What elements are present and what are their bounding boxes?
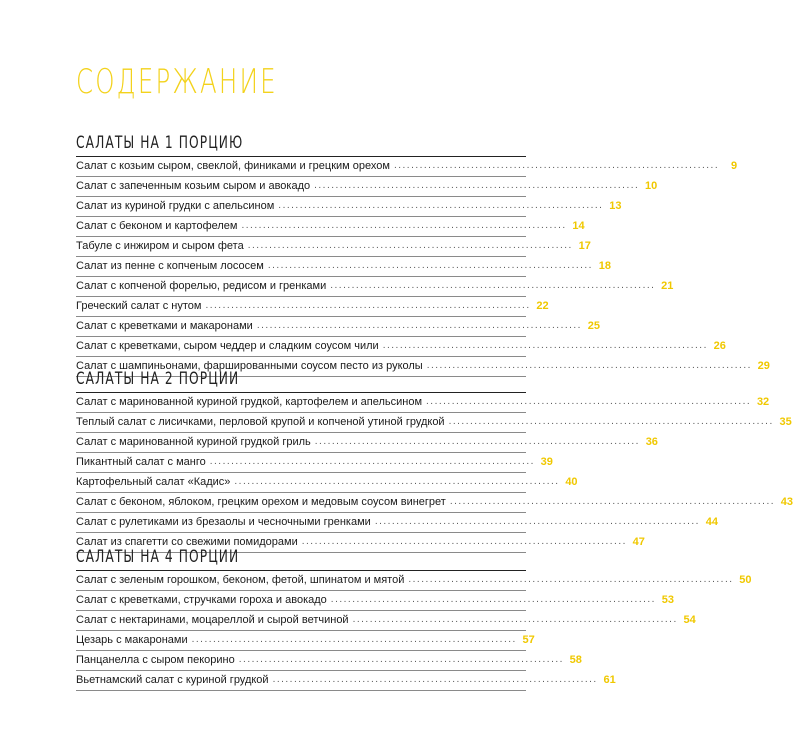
dot-leader: ............................................................................ bbox=[234, 476, 560, 487]
page-number: 43 bbox=[780, 496, 793, 508]
toc-entry[interactable] bbox=[76, 453, 553, 473]
entry-title: Цезарь с макаронами bbox=[76, 634, 188, 646]
toc-entry[interactable] bbox=[76, 651, 582, 671]
toc-entry[interactable] bbox=[76, 197, 622, 217]
entry-title: Салат с запеченным козьим сыром и авокадо bbox=[76, 180, 311, 192]
entry-title: Салат из куриной грудки с апельсином bbox=[76, 200, 275, 212]
page-number: 44 bbox=[705, 516, 718, 528]
toc-entry[interactable] bbox=[76, 631, 535, 651]
page-number: 47 bbox=[632, 536, 645, 548]
toc-entry[interactable] bbox=[76, 157, 738, 177]
dot-leader: ............................................................................ bbox=[382, 340, 708, 351]
page-number: 61 bbox=[603, 674, 616, 686]
dot-leader: ............................................................................ bbox=[408, 574, 734, 585]
dot-leader: ............................................................................ bbox=[209, 456, 535, 467]
dot-leader: ............................................................................ bbox=[278, 200, 604, 211]
toc-entry[interactable] bbox=[76, 337, 726, 357]
entry-title: Салат с беконом, яблоком, грецким орехом и медовым соусом винегрет bbox=[76, 496, 446, 508]
toc-entry[interactable] bbox=[76, 513, 718, 533]
dot-leader: ............................................................................ bbox=[256, 320, 582, 331]
page-number: 40 bbox=[565, 476, 578, 488]
page-number: 32 bbox=[756, 396, 770, 408]
entry-title: Салат из пенне с копченым лососем bbox=[76, 260, 264, 272]
page-number: 26 bbox=[713, 340, 726, 352]
entry-title: Теплый салат с лисичками, перловой крупой и копченой утиной грудкой bbox=[76, 416, 445, 428]
entry-title: Салат с рулетиками из брезаолы и чесночными гренками bbox=[76, 516, 371, 528]
entry-title: Салат с креветками, сыром чеддер и сладким соусом чили bbox=[76, 340, 379, 352]
entry-title: Салат из спагетти со свежими помидорами bbox=[76, 536, 298, 548]
toc-entry[interactable] bbox=[76, 611, 696, 631]
page-number: 58 bbox=[569, 654, 582, 666]
entry-title: Салат с маринованной куриной грудкой гриль bbox=[76, 436, 311, 448]
entry-title: Салат с креветками, стручками гороха и авокадо bbox=[76, 594, 327, 606]
dot-leader: ............................................................................ bbox=[330, 280, 656, 291]
toc-entry[interactable] bbox=[76, 217, 585, 237]
page-number: 53 bbox=[661, 594, 674, 606]
entry-title: Салат с нектаринами, моцареллой и сырой ветчиной bbox=[76, 614, 349, 626]
page-number: 57 bbox=[522, 634, 535, 646]
toc-entry[interactable] bbox=[76, 591, 674, 611]
dot-leader: ............................................................................ bbox=[272, 674, 598, 685]
dot-leader: ............................................................................ bbox=[314, 180, 640, 191]
dot-leader: ............................................................................ bbox=[301, 536, 627, 547]
section-4-servings bbox=[76, 546, 752, 691]
entry-title: Вьетнамский салат с куриной грудкой bbox=[76, 674, 269, 686]
dot-leader: ............................................................................ bbox=[352, 614, 678, 625]
page-number: 54 bbox=[683, 614, 696, 626]
toc-entry[interactable] bbox=[76, 177, 658, 197]
dot-leader: ............................................................................ bbox=[314, 436, 640, 447]
dot-leader: ............................................................................ bbox=[426, 396, 752, 407]
dot-leader: ............................................................................ bbox=[330, 594, 656, 605]
dot-leader: ............................................................................ bbox=[241, 220, 567, 231]
page-number: 39 bbox=[540, 456, 553, 468]
dot-leader: ............................................................................ bbox=[448, 416, 774, 427]
entry-title: Салат с козьим сыром, свеклой, финиками и грецким орехом bbox=[76, 160, 390, 172]
entry-list bbox=[76, 156, 770, 377]
page-number: 18 bbox=[598, 260, 611, 272]
entry-list bbox=[76, 392, 793, 553]
section-1-serving bbox=[76, 132, 770, 377]
entry-list bbox=[76, 570, 752, 691]
entry-title: Панцанелла с сыром пекорино bbox=[76, 654, 235, 666]
toc-entry[interactable] bbox=[76, 297, 549, 317]
page-number: 22 bbox=[536, 300, 549, 312]
page-number: 29 bbox=[757, 360, 770, 372]
page-title: СОДЕРЖАНИЕ bbox=[76, 62, 278, 102]
toc-entry[interactable] bbox=[76, 671, 616, 691]
page-number: 10 bbox=[645, 180, 658, 192]
entry-title: Картофельный салат «Кадис» bbox=[76, 476, 231, 488]
toc-entry[interactable] bbox=[76, 317, 600, 337]
page-number: 17 bbox=[578, 240, 591, 252]
toc-entry[interactable] bbox=[76, 571, 752, 591]
dot-leader: ............................................................................ bbox=[267, 260, 593, 271]
dot-leader: ............................................................................ bbox=[238, 654, 564, 665]
section-title: САЛАТЫ НА 1 ПОРЦИЮ bbox=[76, 133, 244, 153]
entry-title: Греческий салат с нутом bbox=[76, 300, 202, 312]
dot-leader: ............................................................................ bbox=[426, 360, 752, 371]
page-number: 13 bbox=[609, 200, 622, 212]
dot-leader: ............................................................................ bbox=[205, 300, 531, 311]
page-number: 14 bbox=[572, 220, 585, 232]
dot-leader: ............................................................................ bbox=[191, 634, 517, 645]
dot-leader: ............................................................................ bbox=[393, 160, 720, 171]
toc-entry[interactable] bbox=[76, 257, 611, 277]
page-number: 25 bbox=[587, 320, 600, 332]
page-number: 35 bbox=[779, 416, 792, 428]
dot-leader: ............................................................................ bbox=[247, 240, 573, 251]
dot-leader: ............................................................................ bbox=[449, 496, 775, 507]
toc-entry[interactable] bbox=[76, 277, 674, 297]
toc-entry[interactable] bbox=[76, 433, 658, 453]
entry-title: Салат с маринованной куриной грудкой, картофелем и апельсином bbox=[76, 396, 423, 408]
entry-title: Салат с копченой форелью, редисом и гренками bbox=[76, 280, 327, 292]
section-title: САЛАТЫ НА 4 ПОРЦИИ bbox=[76, 547, 240, 567]
section-title: САЛАТЫ НА 2 ПОРЦИИ bbox=[76, 369, 240, 389]
entry-title: Салат с шампиньонами, фаршированными соусом песто из руколы bbox=[76, 360, 423, 372]
toc-entry[interactable] bbox=[76, 413, 792, 433]
section-2-servings bbox=[76, 368, 793, 553]
toc-entry[interactable] bbox=[76, 473, 578, 493]
toc-entry[interactable] bbox=[76, 237, 591, 257]
entry-title: Салат с зеленым горошком, беконом, фетой, шпинатом и мятой bbox=[76, 574, 405, 586]
page-number: 9 bbox=[730, 160, 738, 172]
page-number: 36 bbox=[645, 436, 658, 448]
page-number: 50 bbox=[739, 574, 752, 586]
entry-title: Салат с креветками и макаронами bbox=[76, 320, 253, 332]
page-number: 21 bbox=[661, 280, 674, 292]
entry-title: Табуле с инжиром и сыром фета bbox=[76, 240, 244, 252]
toc-entry[interactable] bbox=[76, 393, 770, 413]
entry-title: Пикантный салат с манго bbox=[76, 456, 206, 468]
toc-entry[interactable] bbox=[76, 493, 793, 513]
entry-title: Салат с беконом и картофелем bbox=[76, 220, 238, 232]
dot-leader: ............................................................................ bbox=[374, 516, 700, 527]
